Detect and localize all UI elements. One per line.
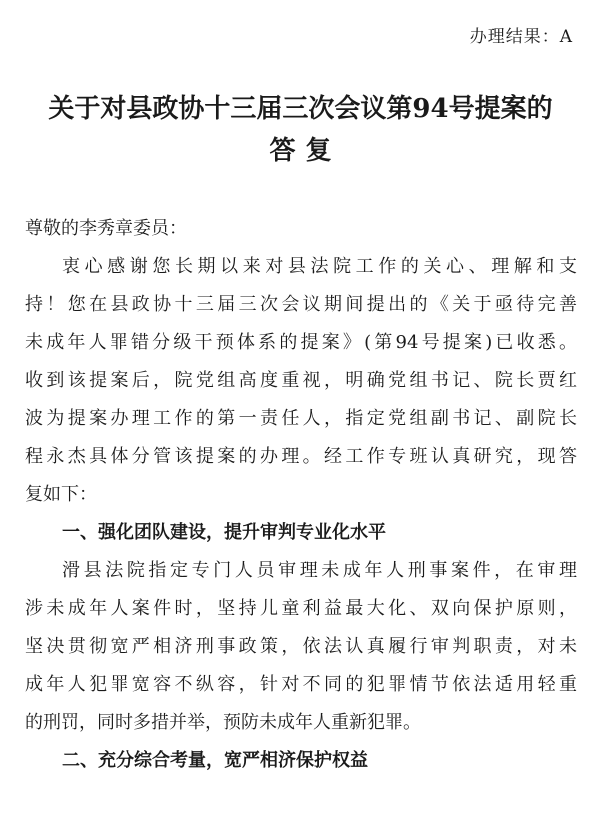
paragraph-line: 程永杰具体分管该提案的办理。经工作专班认真研究，现答 xyxy=(25,446,577,467)
title-line-1: 关于对县政协十三届三次会议第94号提案的 xyxy=(48,94,553,124)
paragraph-line: 坚决贯彻宽严相济刑事政策，依法认真履行审判职责，对未 xyxy=(25,636,577,657)
letter-body xyxy=(25,210,577,780)
paragraph-line: 未成年人罪错分级干预体系的提案》(第94号提案)已收悉。 xyxy=(25,332,577,353)
handling-result: 办理结果：A xyxy=(469,27,573,47)
paragraph-line: 持！您在县政协十三届三次会议期间提出的《关于亟待完善 xyxy=(25,294,577,315)
paragraph-line: 收到该提案后，院党组高度重视，明确党组书记、院长贾红 xyxy=(25,370,577,391)
paragraph-line: 复如下： xyxy=(25,484,97,505)
paragraph-line: 涉未成年人案件时，坚持儿童利益最大化、双向保护原则， xyxy=(25,598,577,619)
paragraph-line: 的刑罚，同时多措并举，预防未成年人重新犯罪。 xyxy=(25,712,421,733)
paragraph-line: 滑县法院指定专门人员审理未成年人刑事案件，在审理 xyxy=(62,560,577,581)
title-line-2: 答复 xyxy=(269,136,342,166)
section-heading-2: 二、充分综合考量，宽严相济保护权益 xyxy=(62,750,368,771)
paragraph-1 xyxy=(25,248,577,514)
paragraph-line: 波为提案办理工作的第一责任人，指定党组副书记、副院长 xyxy=(25,408,577,429)
paragraph-2 xyxy=(25,552,577,742)
document-title xyxy=(0,88,601,172)
paragraph-line: 成年人犯罪宽容不纵容，针对不同的犯罪情节依法适用轻重 xyxy=(25,674,577,695)
section-heading-1: 一、强化团队建设，提升审判专业化水平 xyxy=(62,522,386,543)
paragraph-line: 衷心感谢您长期以来对县法院工作的关心、理解和支 xyxy=(62,256,577,277)
salutation: 尊敬的李秀章委员： xyxy=(25,218,187,239)
